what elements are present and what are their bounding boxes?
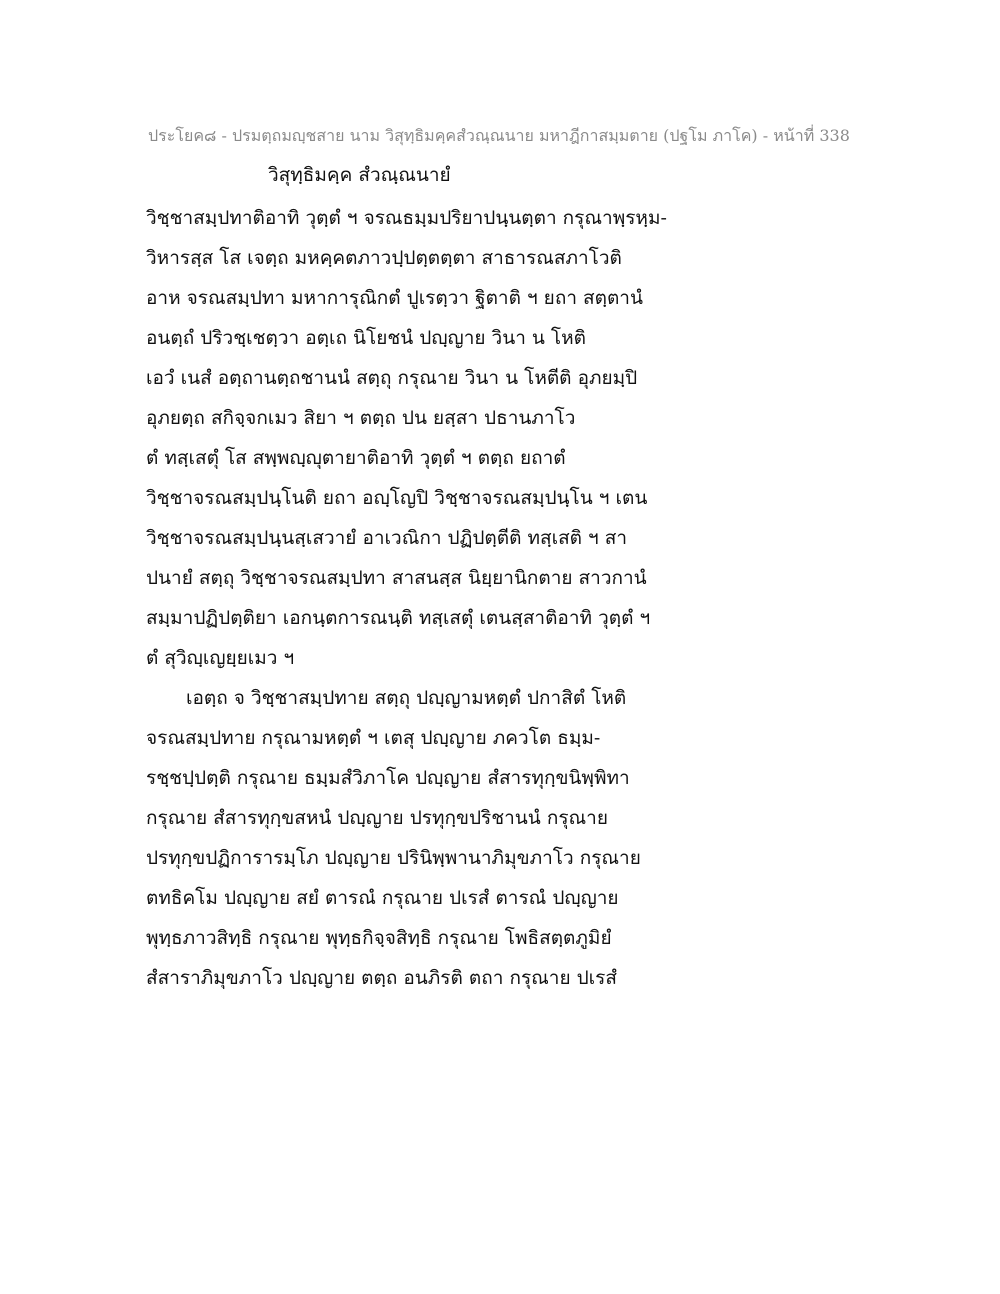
text-line: วิชฺชาจรณสมฺปนฺโนติ ยถา อญฺโญปิ วิชฺชาจรณสมฺปนฺโน ฯ เตน [146, 487, 648, 509]
text-line: วิหารสฺส โส เจตฺถ มหคฺคตภาวปฺปตฺตตฺตา สาธารณสภาโวติ [146, 247, 622, 269]
text-line: จรณสมฺปทาย กรุณามหตฺตํ ฯ เตสุ ปญฺญาย ภควโต ธมฺม- [146, 727, 601, 749]
text-line: เอตฺถ จ วิชฺชาสมฺปทาย สตฺถุ ปญฺญามหตฺตํ ปกาสิตํ โหติ [186, 687, 627, 709]
text-line: วิชฺชาสมฺปทาติอาทิ วุตฺตํ ฯ จรณธมฺมปริยาปนฺนตฺตา กรุณาพฺรหฺม- [146, 207, 667, 229]
text-line: ตํ ทสฺเสตุํ โส สพฺพญฺญุตายาติอาทิ วุตฺตํ ฯ ตตฺถ ยถาตํ [146, 447, 566, 469]
text-line: อาห จรณสมฺปทา มหาการุณิกตํ ปูเรตฺวา ฐิตาติ ฯ ยถา สตฺตานํ [146, 287, 643, 309]
paragraph-1 [146, 198, 686, 678]
text-line: ตํ สุวิญฺเญยฺยเมว ฯ [146, 647, 295, 669]
text-line: กรุณาย สํสารทุกฺขสหนํ ปญฺญาย ปรทุกฺขปริชานนํ กรุณาย [146, 807, 608, 829]
text-line: วิชฺชาจรณสมฺปนฺนสฺเสวายํ อาเวณิกา ปฏิปตฺตีติ ทสฺเสติ ฯ สา [146, 527, 628, 549]
text-line: สํสาราภิมุขภาโว ปญฺญาย ตตฺถ อนภิรติ ตถา กรุณาย ปเรสํ [146, 967, 617, 989]
text-line: ตทธิคโม ปญฺญาย สยํ ตารณํ กรุณาย ปเรสํ ตารณํ ปญฺญาย [146, 887, 619, 909]
text-line: พุทฺธภาวสิทฺธิ กรุณาย พุทฺธกิจฺจสิทฺธิ กรุณาย โพธิสตฺตภูมิยํ [146, 927, 612, 949]
paragraph-2 [146, 678, 686, 998]
running-header: ประโยค๘ - ปรมตฺถมญฺชสาย นาม วิสุทฺธิมคฺคสํวณฺณนาย มหาฎีกาสมฺมตาย (ปฐโม ภาโค) - หน้าที่ 338 [148, 126, 850, 145]
text-line: สมฺมาปฏิปตฺติยา เอกนฺตการณนฺติ ทสฺเสตุํ เตนสฺสาติอาทิ วุตฺตํ ฯ [146, 607, 651, 629]
text-line: เอวํ เนสํ อตฺถานตฺถชานนํ สตฺถุ กรุณาย วินา น โหตีติ อุภยมฺปิ [146, 367, 638, 389]
text-line: อุภยตฺถ สกิจฺจกเมว สิยา ฯ ตตฺถ ปน ยสฺสา ปธานภาโว [146, 407, 576, 429]
section-title: วิสุทฺธิมคฺค สํวณฺณนายํ [268, 164, 451, 186]
text-line: ปรทุกฺขปฏิการารมฺโภ ปญฺญาย ปรินิพฺพานาภิมุขภาโว กรุณาย [146, 847, 641, 869]
text-line: รชฺชปฺปตฺติ กรุณาย ธมฺมสํวิภาโค ปญฺญาย สํสารทุกฺขนิพฺพิทา [146, 767, 630, 789]
text-line: ปนายํ สตฺถุ วิชฺชาจรณสมฺปทา สาสนสฺส นิยฺยานิกตาย สาวกานํ [146, 567, 647, 589]
text-line: อนตฺถํ ปริวชฺเชตฺวา อตฺเถ นิโยชนํ ปญฺญาย วินา น โหติ [146, 327, 586, 349]
body-text [146, 198, 686, 998]
